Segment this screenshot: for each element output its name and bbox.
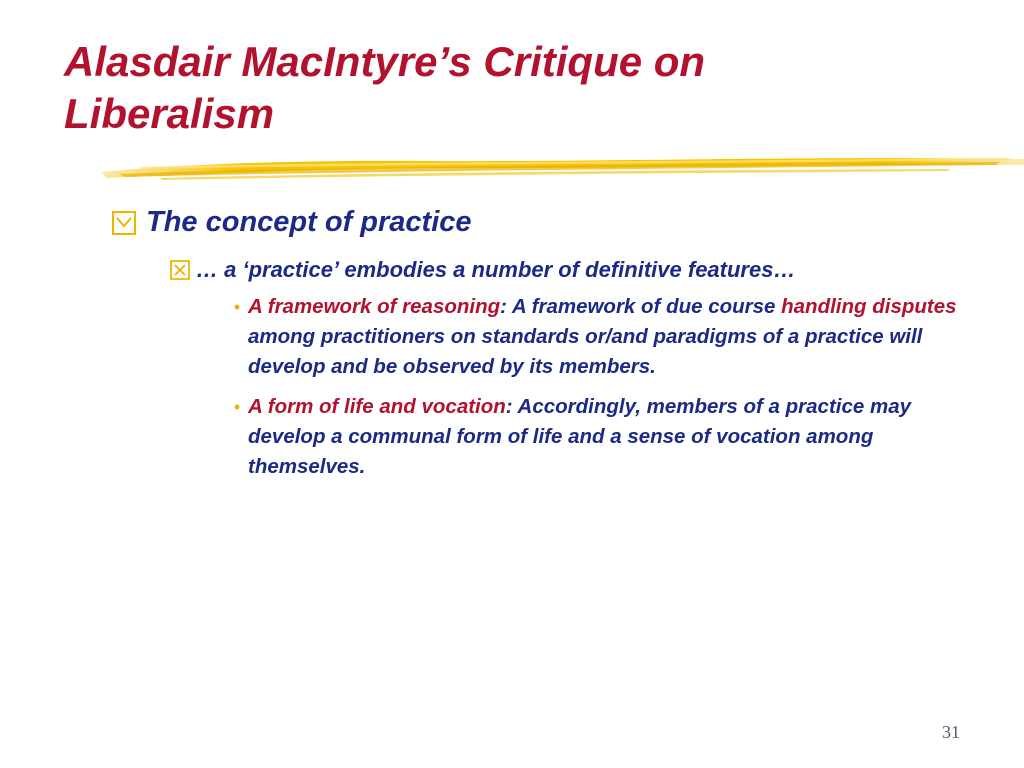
checkbox-check-icon: [112, 211, 136, 235]
checkbox-x-icon: [170, 260, 190, 280]
bullet-body: among practitioners on standards or/and paradigms of a practice will develop and be observed by its members.: [248, 325, 923, 378]
title-line-1: Alasdair MacIntyre’s Critique on: [64, 38, 706, 85]
bullet-term: handling disputes: [781, 295, 957, 318]
heading-text: The concept of practice: [146, 206, 472, 238]
bullet-term: A form of life and vocation: [248, 395, 506, 418]
bullet-item: [226, 392, 986, 482]
page-number: 31: [942, 722, 960, 742]
level1-item: [112, 206, 472, 239]
bullet-dot-icon: •: [233, 397, 241, 417]
bullet-item: [226, 292, 986, 382]
bullet-text: [248, 392, 986, 482]
bullet-body: : Accordingly, members of a practice may develop a communal form of life and a sense of vocation among themselves.: [248, 395, 912, 478]
bullet-body: : A framework of due course: [500, 295, 782, 318]
bullet-list: [226, 292, 986, 492]
bullet-dot-icon: •: [233, 297, 241, 317]
brush-stroke-divider: [100, 150, 1024, 186]
subheading-text: … a ‘practice’ embodies a number of definitive features…: [196, 257, 796, 282]
slide-title: [64, 36, 964, 140]
bullet-text: [248, 292, 986, 382]
level2-item: [170, 257, 795, 283]
title-line-2: Liberalism: [64, 90, 275, 137]
bullet-term: A framework of reasoning: [248, 295, 501, 318]
